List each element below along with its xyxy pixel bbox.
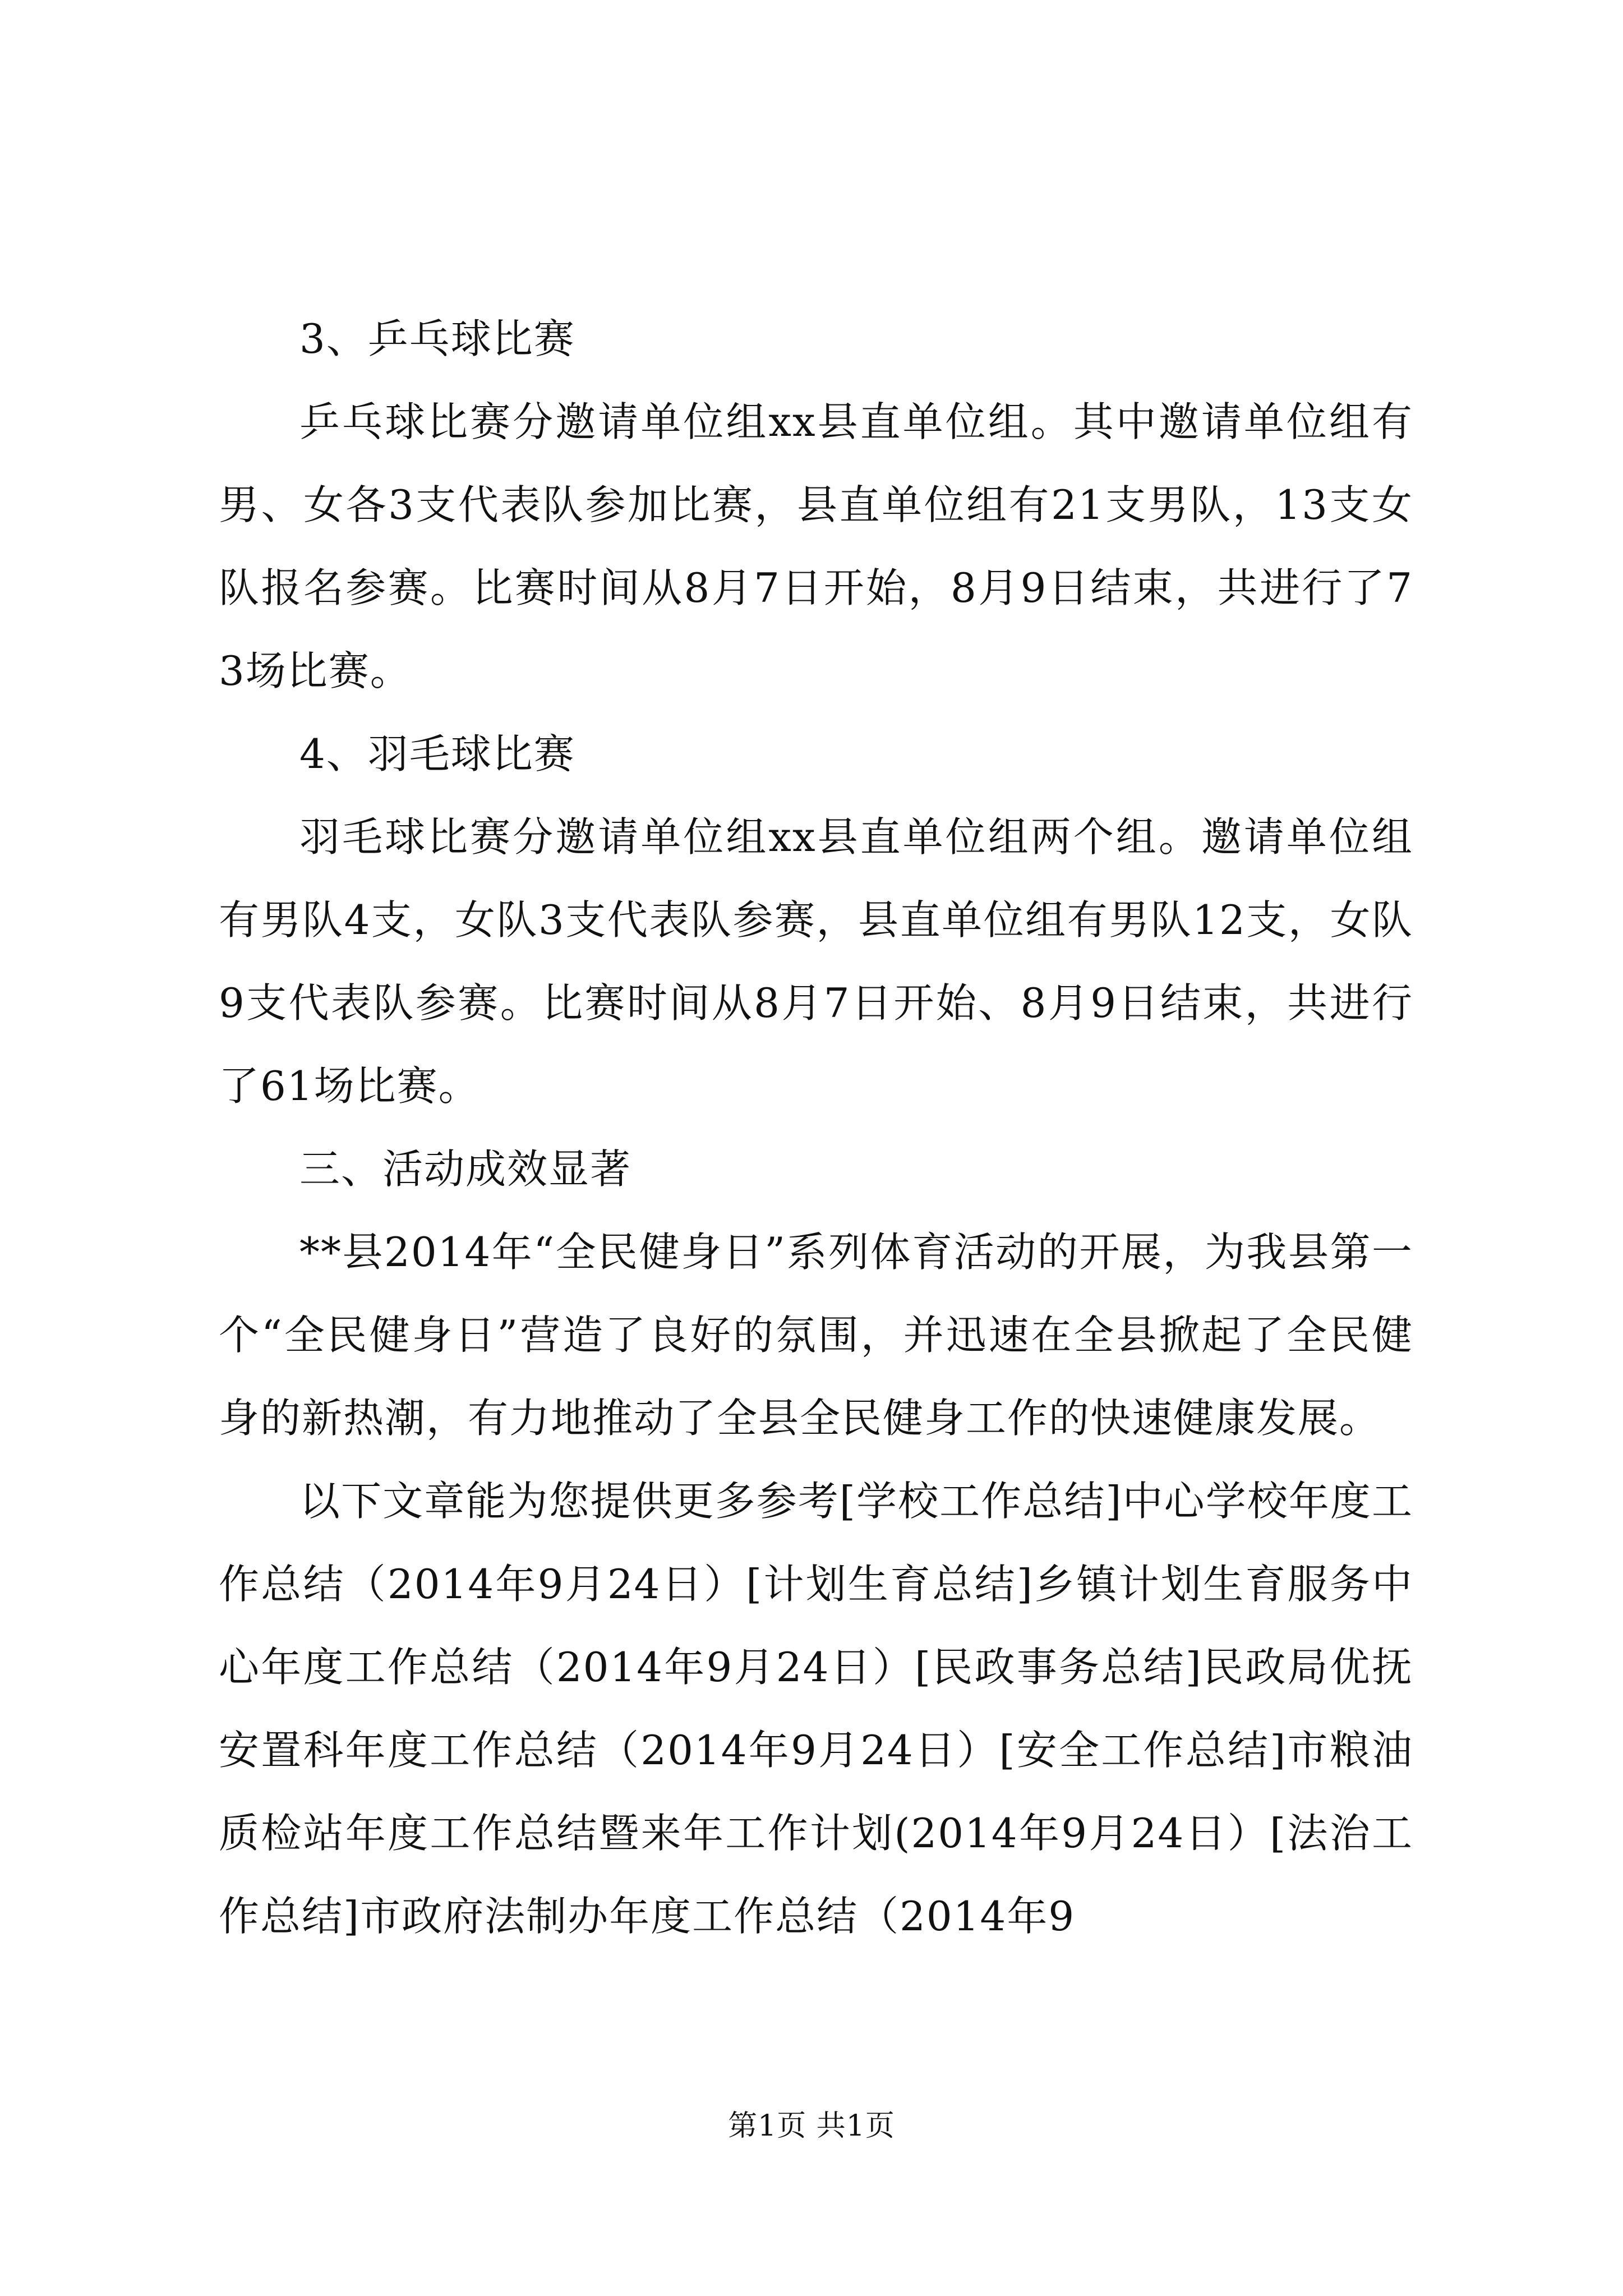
paragraph-references: 以下文章能为您提供更多参考[学校工作总结]中心学校年度工作总结（2014年9月24日）[计划生育总结]乡镇计划生育服务中心年度工作总结（2014年9月24日）[民政事务总结]民政局优抚安置科年度工作总结（2014年9月24日）[安全工作总结]市粮油质检站年度工作总结暨来年工作计划(2014年9月24日）[法治工作总结]市政府法制办年度工作总结（2014年9 — [219, 1478, 1413, 1940]
section-heading-table-tennis: 3、乒乓球比赛 — [299, 315, 575, 362]
section-heading-results: 三、活动成效显著 — [299, 1145, 632, 1193]
page-footer: 第1页 共1页 — [728, 2109, 895, 2143]
document-body — [219, 297, 1413, 1958]
paragraph-table-tennis: 乒乓球比赛分邀请单位组xx县直单位组。其中邀请单位组有男、女各3支代表队参加比赛，县直单位组有21支男队，13支女队报名参赛。比赛时间从8月7日开始，8月9日结束，共进行了73场比赛。 — [219, 398, 1413, 694]
paragraph-badminton: 羽毛球比赛分邀请单位组xx县直单位组两个组。邀请单位组有男队4支，女队3支代表队参赛，县直单位组有男队12支，女队9支代表队参赛。比赛时间从8月7日开始、8月9日结束，共进行了61场比赛。 — [219, 813, 1413, 1110]
section-heading-badminton: 4、羽毛球比赛 — [299, 730, 575, 777]
paragraph-results: **县2014年“全民健身日”系列体育活动的开展，为我县第一个“全民健身日”营造了良好的氛围，并迅速在全县掀起了全民健身的新热潮，有力地推动了全县全民健身工作的快速健康发展。 — [219, 1228, 1413, 1442]
